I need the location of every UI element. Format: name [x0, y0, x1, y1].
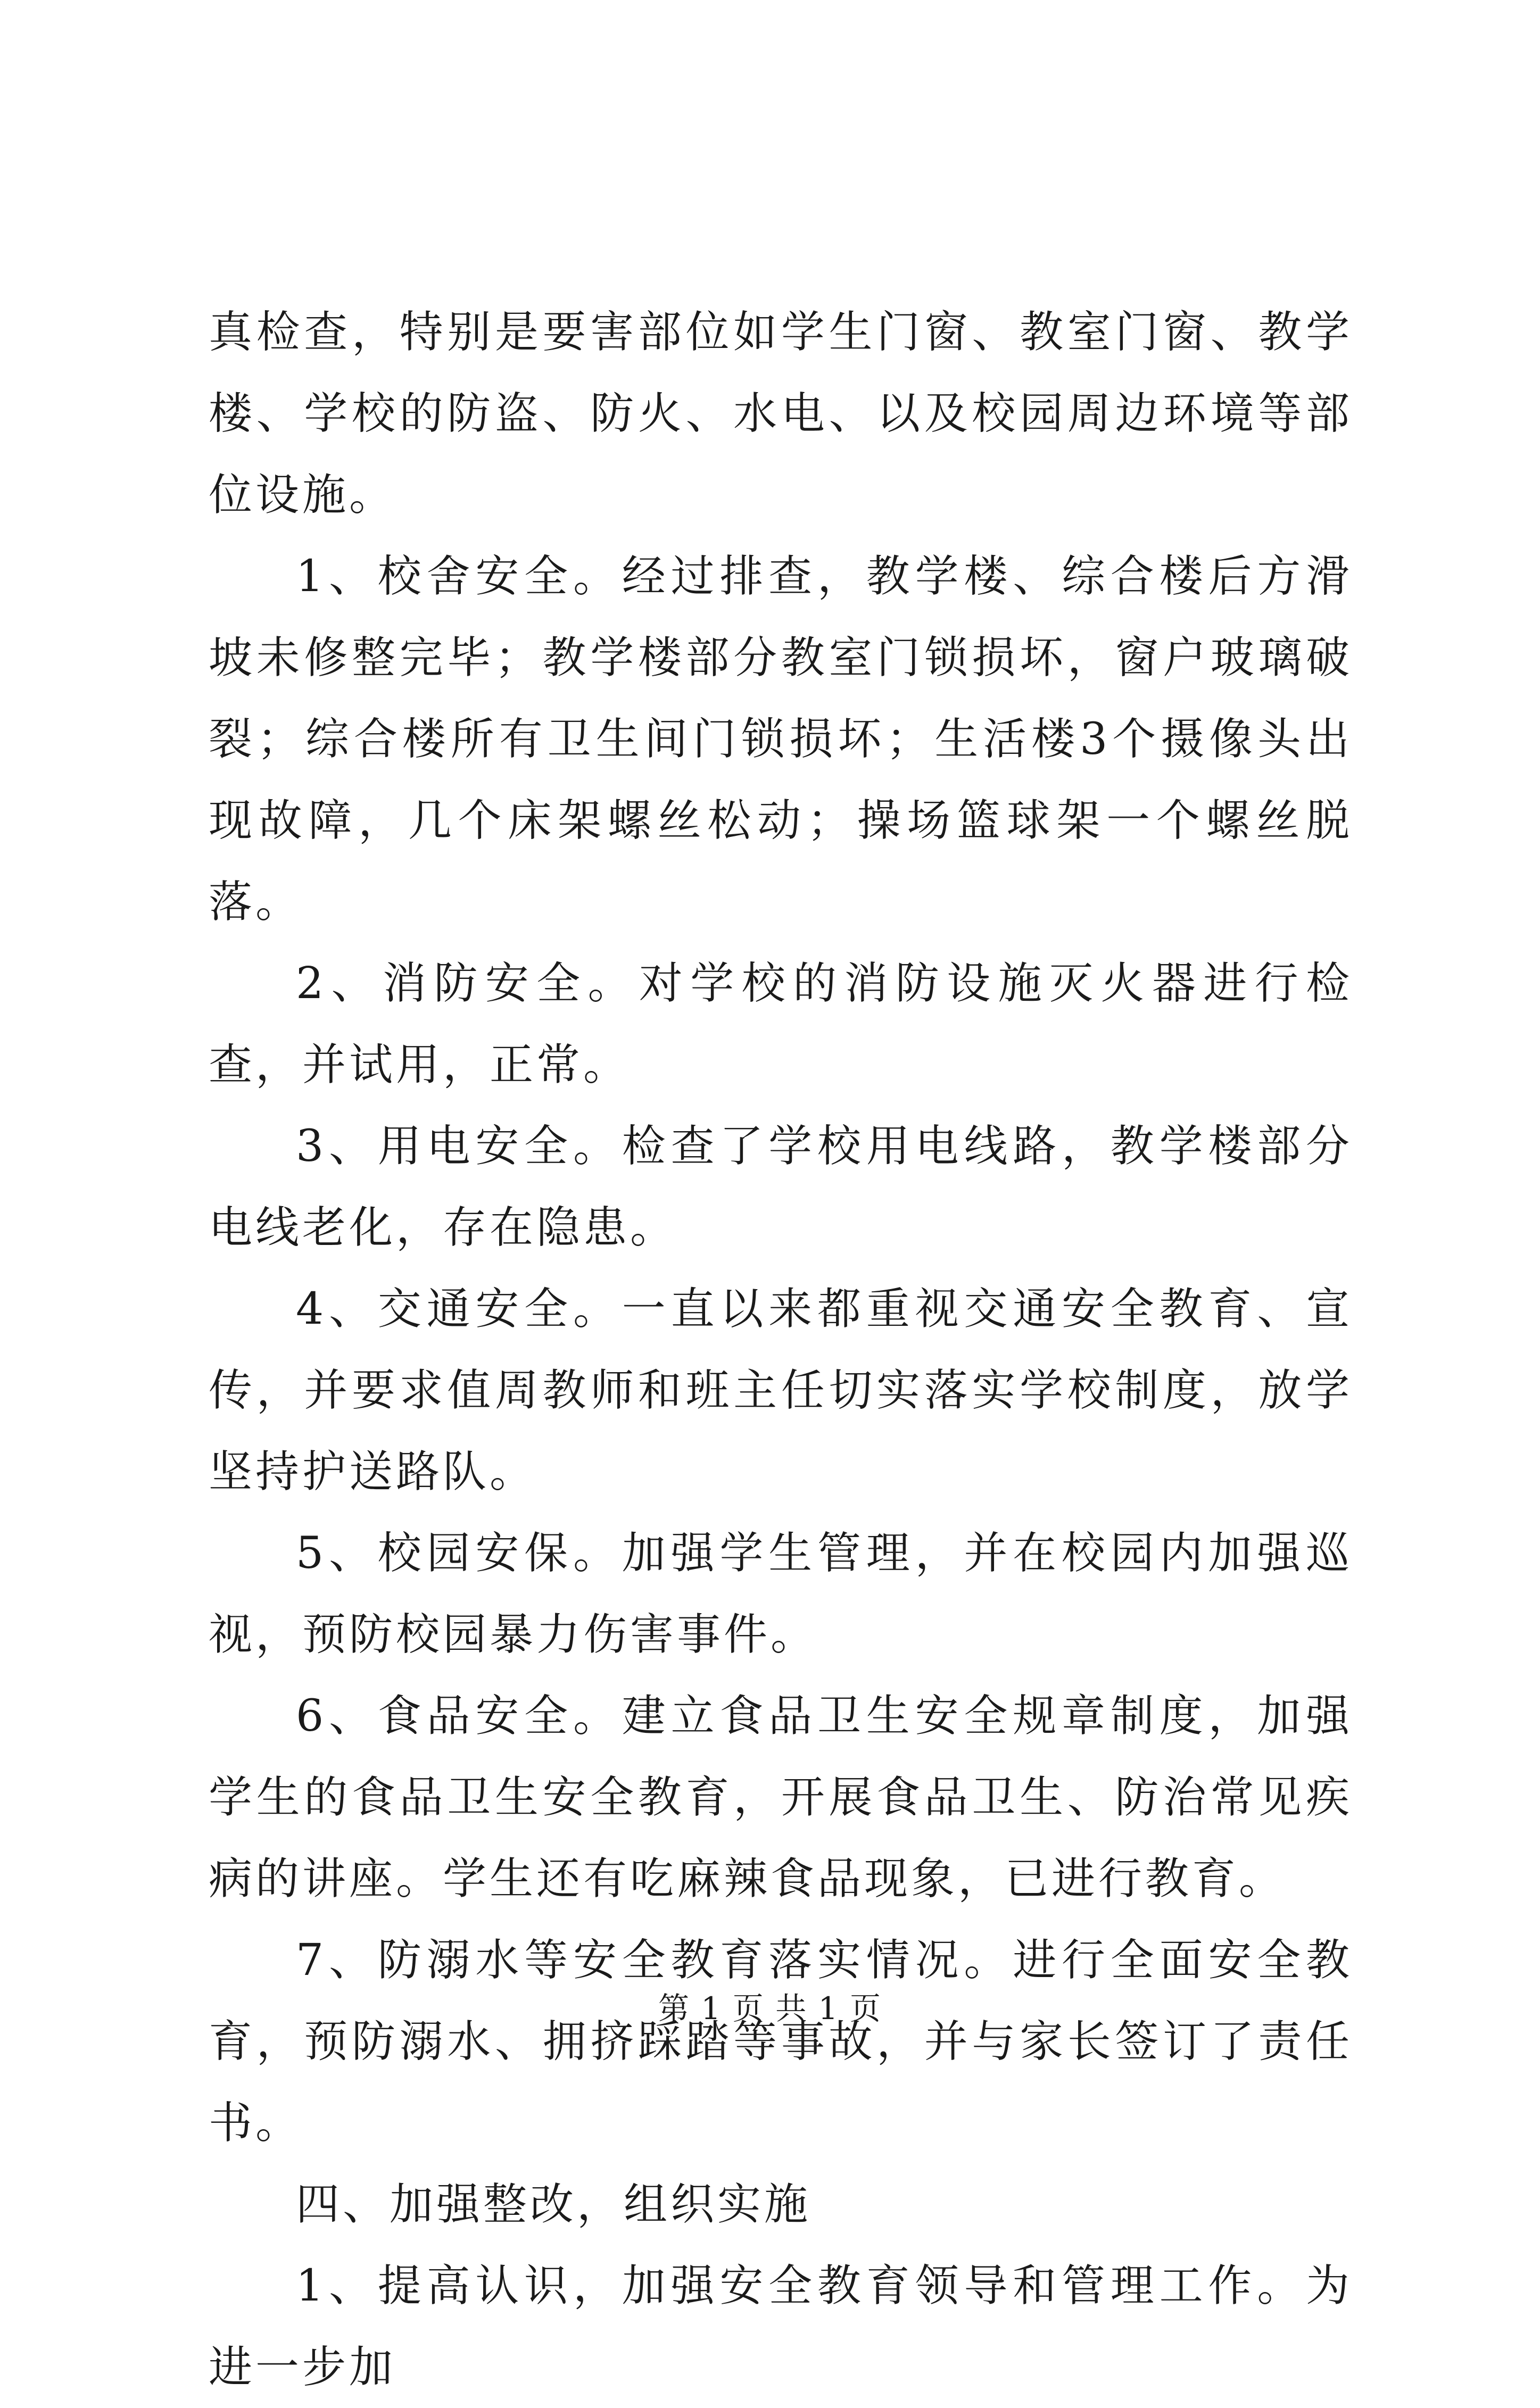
page-footer: 第 1 页 共 1 页: [658, 1990, 882, 2027]
paragraph-raise-awareness: 1、提高认识，加强安全教育领导和管理工作。为进一步加: [209, 2261, 1353, 2393]
paragraph-electrical-safety: 3、用电安全。检查了学校用电线路，教学楼部分电线老化，存在隐患。: [209, 1121, 1353, 1253]
paragraph-traffic-safety: 4、交通安全。一直以来都重视交通安全教育、宣传，并要求值周教师和班主任切实落实学校制度，放学坚持护送路队。: [209, 1284, 1353, 1497]
paragraph-drowning-prevention: 7、防溺水等安全教育落实情况。进行全面安全教育，预防溺水、拥挤踩踏等事故，并与家长签订了责任书。: [209, 1935, 1353, 2148]
paragraph-school-building-safety: 1、校舍安全。经过排查，教学楼、综合楼后方滑坡未修整完毕；教学楼部分教室门锁损坏，窗户玻璃破裂；综合楼所有卫生间门锁损坏；生活楼3个摄像头出现故障，几个床架螺丝松动；操场篮球架一个螺丝脱落。: [209, 551, 1353, 927]
paragraph-fire-safety: 2、消防安全。对学校的消防设施灭火器进行检查，并试用，正常。: [209, 958, 1353, 1090]
paragraph-food-safety: 6、食品安全。建立食品卫生安全规章制度，加强学生的食品卫生安全教育，开展食品卫生、防治常见疾病的讲座。学生还有吃麻辣食品现象，已进行教育。: [209, 1691, 1353, 1904]
paragraph-campus-security: 5、校园安保。加强学生管理，并在校园内加强巡视，预防校园暴力伤害事件。: [209, 1528, 1353, 1660]
paragraph-continuation: 真检查，特别是要害部位如学生门窗、教室门窗、教学楼、学校的防盗、防火、水电、以及校园周边环境等部位设施。: [209, 307, 1353, 520]
section-heading: 四、加强整改，组织实施: [296, 2179, 812, 2230]
document-body: [209, 292, 1353, 2408]
